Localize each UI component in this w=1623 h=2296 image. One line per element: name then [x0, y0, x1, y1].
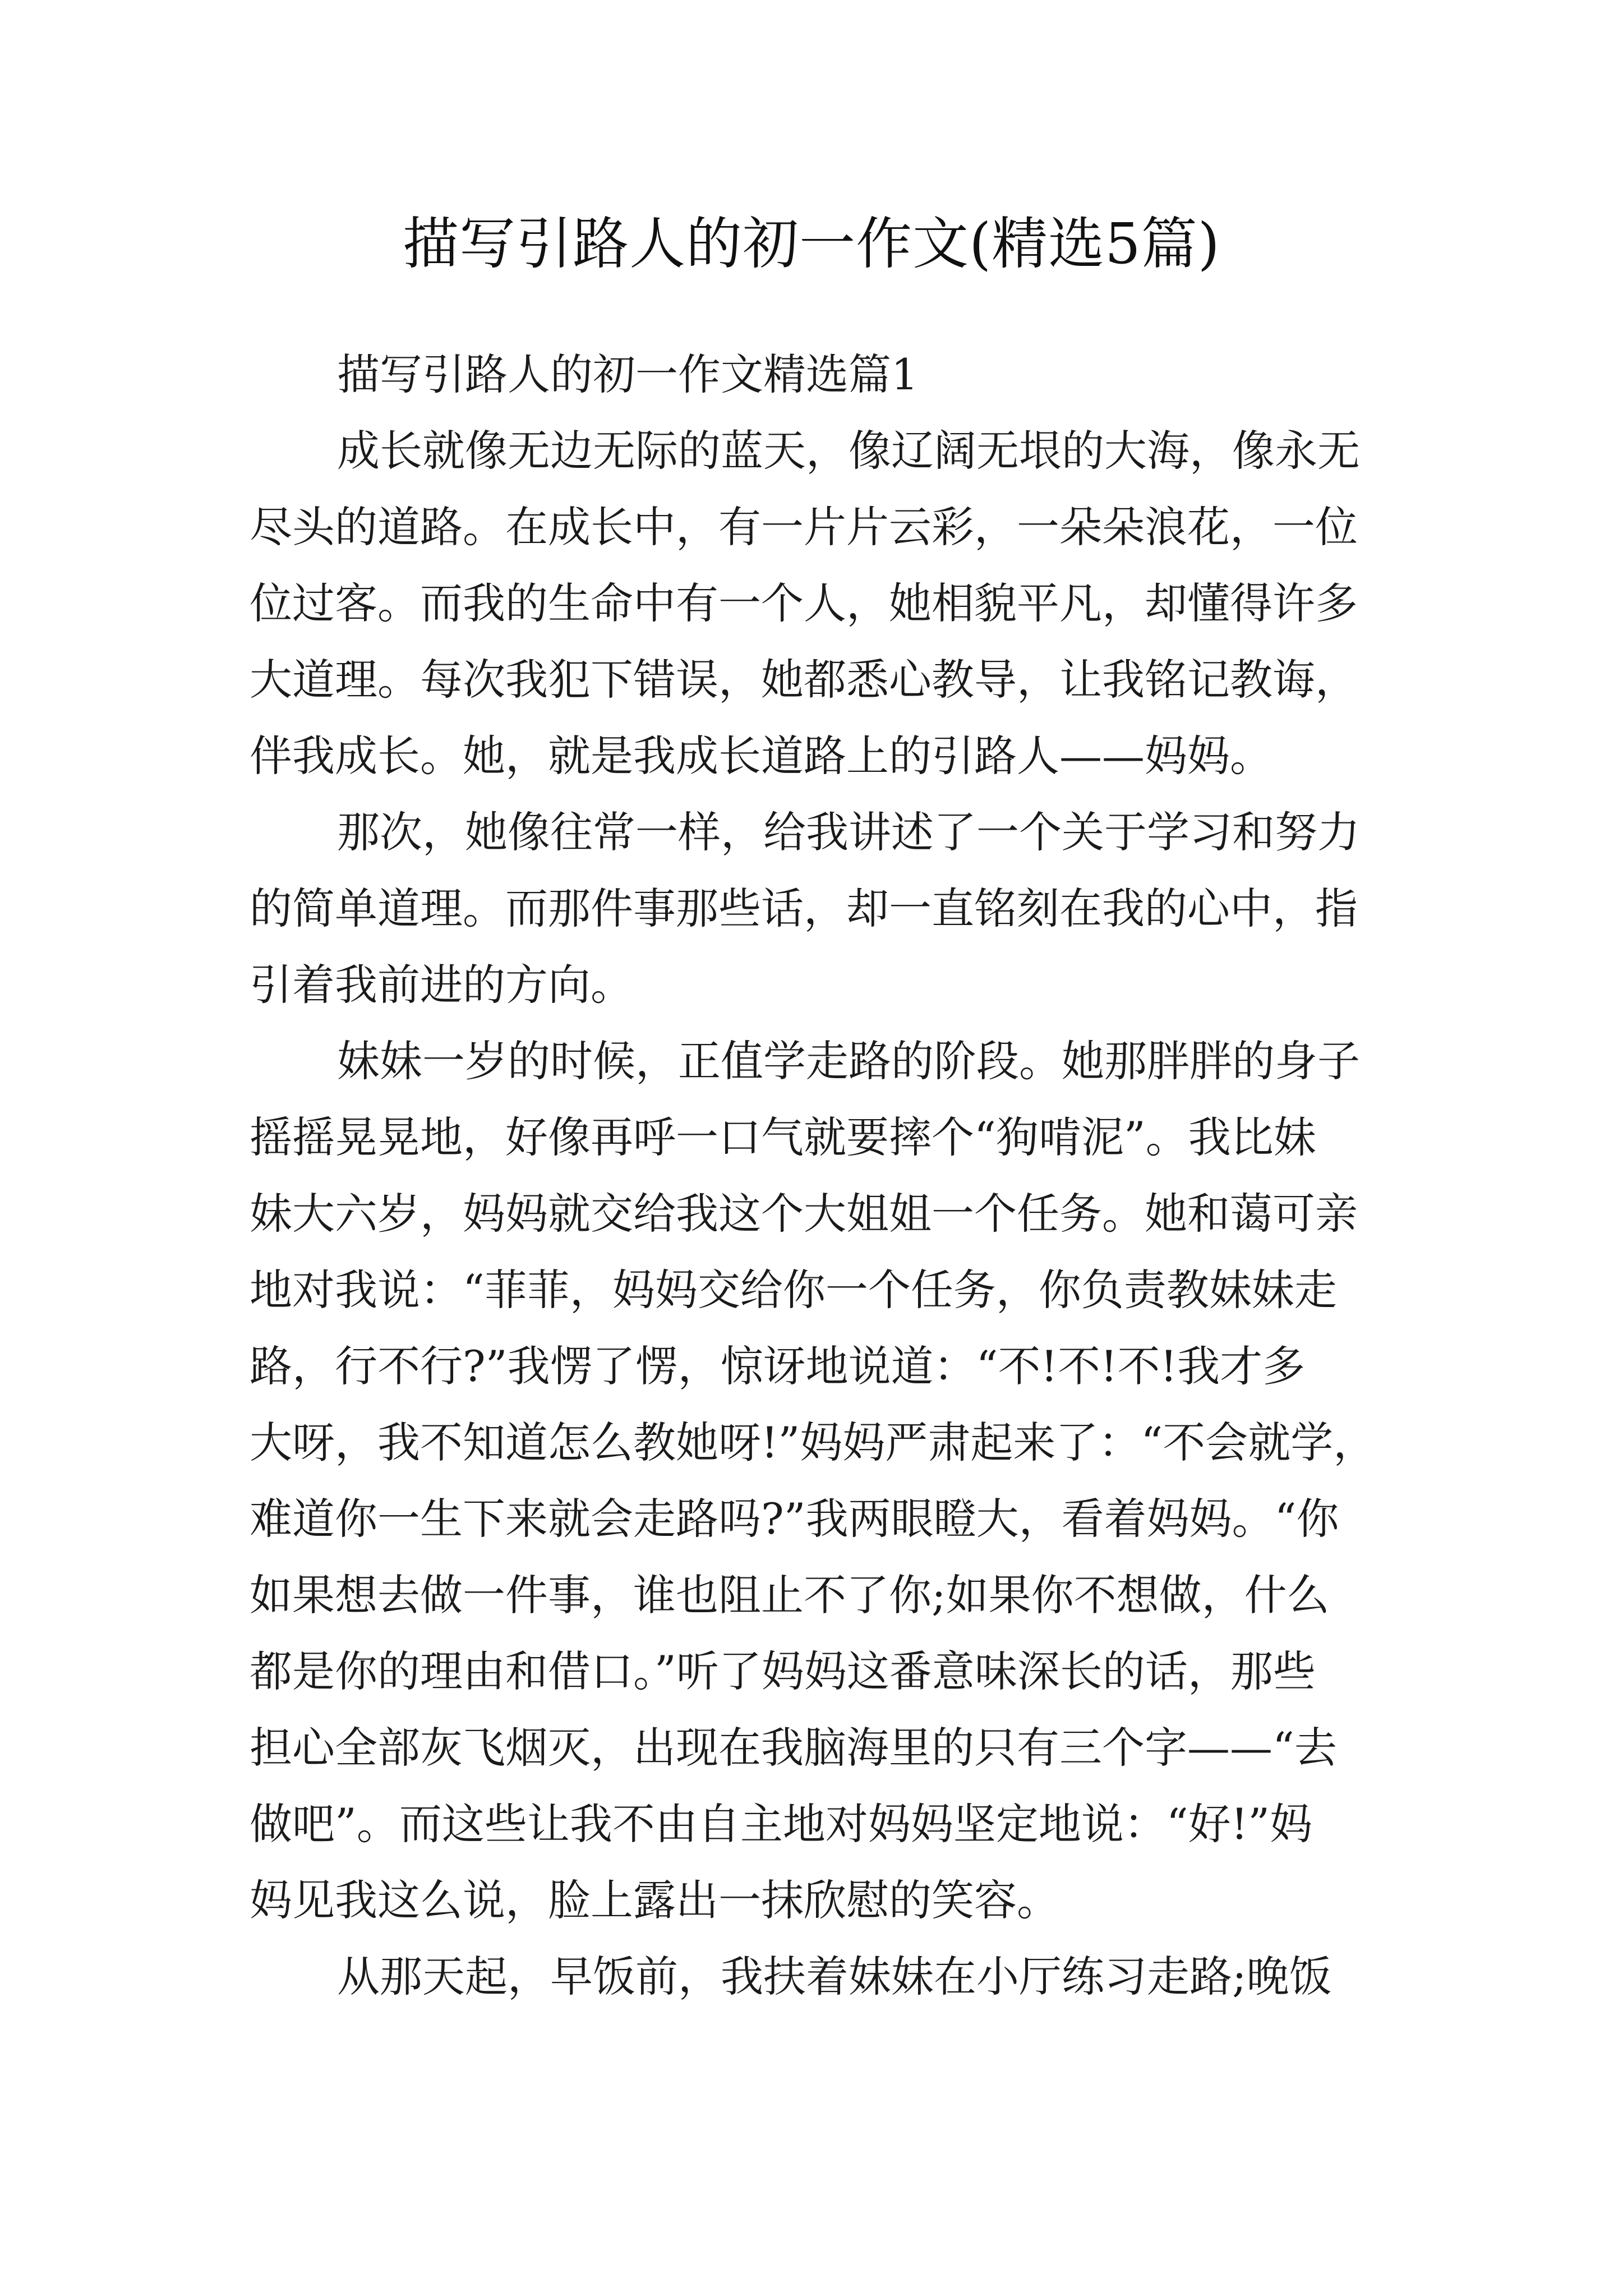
text-line: 如果想去做一件事，谁也阻止不了你;如果你不想做，什么 — [250, 1570, 1330, 1620]
text-line: 都是你的理由和借口。”听了妈妈这番意味深长的话，那些 — [250, 1646, 1316, 1696]
text-line: 地对我说：“菲菲，妈妈交给你一个任务，你负责教妹妹走 — [250, 1265, 1337, 1315]
text-line: 摇摇晃晃地，好像再呼一口气就要摔个“狗啃泥”。我比妹 — [250, 1112, 1316, 1162]
text-line: 位过客。而我的生命中有一个人，她相貌平凡，却懂得许多 — [250, 578, 1358, 628]
text-line: 做吧”。而这些让我不由自主地对妈妈坚定地说：“好!”妈 — [250, 1799, 1313, 1849]
text-line: 引着我前进的方向。 — [250, 960, 633, 1010]
text-line: 难道你一生下来就会走路吗?”我两眼瞪大，看着妈妈。“你 — [250, 1494, 1339, 1544]
text-line: 描写引路人的初一作文精选篇1 — [337, 349, 919, 399]
text-line: 大呀，我不知道怎么教她呀!”妈妈严肃起来了：“不会就学， — [250, 1418, 1376, 1467]
text-line: 担心全部灰飞烟灭，出现在我脑海里的只有三个字——“去 — [250, 1723, 1337, 1773]
document-title: 描写引路人的初一作文(精选5篇) — [403, 211, 1220, 277]
text-line: 的简单道理。而那件事那些话，却一直铭刻在我的心中，指 — [250, 884, 1358, 933]
document-body — [250, 337, 1394, 2015]
text-line: 尽头的道路。在成长中，有一片片云彩，一朵朵浪花，一位 — [250, 502, 1358, 552]
text-line: 妹妹一岁的时候，正值学走路的阶段。她那胖胖的身子 — [337, 1036, 1360, 1086]
text-line: 妹大六岁，妈妈就交给我这个大姐姐一个任务。她和蔼可亲 — [250, 1189, 1358, 1239]
text-line: 成长就像无边无际的蓝天，像辽阔无垠的大海，像永无 — [337, 426, 1360, 476]
text-line: 路，行不行?”我愣了愣，惊讶地说道：“不!不!不!我才多 — [250, 1341, 1306, 1391]
text-line: 那次，她像往常一样，给我讲述了一个关于学习和努力 — [337, 807, 1360, 857]
text-line: 妈见我这么说，脸上露出一抹欣慰的笑容。 — [250, 1875, 1059, 1925]
text-line: 伴我成长。她，就是我成长道路上的引路人——妈妈。 — [250, 731, 1272, 781]
text-line: 大道理。每次我犯下错误，她都悉心教导，让我铭记教诲， — [250, 655, 1358, 705]
text-line: 从那天起，早饭前，我扶着妹妹在小厅练习走路;晚饭 — [337, 1952, 1332, 2001]
